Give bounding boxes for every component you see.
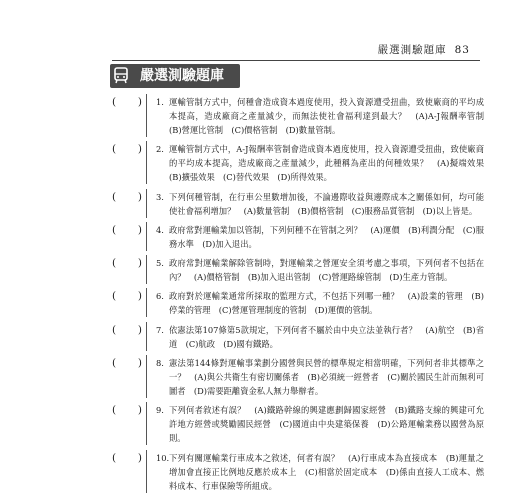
- question-body: [156, 189, 484, 218]
- answer-paren-open: (: [112, 451, 117, 464]
- answer-blank[interactable]: [112, 322, 142, 337]
- question-text: 政府常對運輸業加以管制，下列何種不在管制之列？ (A)運價 (B)利潤分配 (C)服務水準 (D)加入退出。: [169, 224, 484, 249]
- question-list: [112, 94, 493, 493]
- question-divider: [146, 450, 156, 493]
- running-head: [378, 42, 470, 57]
- question-number: 6.: [156, 291, 164, 302]
- answer-paren-open: (: [112, 223, 117, 236]
- answer-paren-close: ): [137, 143, 142, 156]
- question-number: 3.: [156, 191, 164, 202]
- question-text: 下列何者敘述有誤？ (A)鐵路幹線的興建應劃歸國家經營 (B)鐵路支線的興建可允許地方經營或獎勵國民經營 (C)國道由中央建築保養 (D)公路運輸業務以國營為原則。: [169, 405, 484, 444]
- answer-paren-open: (: [112, 357, 117, 370]
- answer-blank[interactable]: [112, 402, 142, 417]
- answer-paren-open: (: [112, 404, 117, 417]
- question-text: 依憲法第107條第5款規定，下列何者不屬於由中央立法並執行者？ (A)航空 (B)省道 (C)航政 (D)國有鐵路。: [169, 324, 484, 349]
- question-item: [112, 288, 484, 317]
- question-number: 10.: [156, 452, 170, 463]
- question-item: [112, 94, 493, 137]
- question-body: [156, 450, 484, 493]
- answer-blank[interactable]: [112, 355, 142, 370]
- question-item: [112, 450, 484, 493]
- question-text: 運輸管制方式中，何種會造成資本過度使用，投入資源遭受扭曲，致使廠商的平均成本提高，造成廠商之產量減少，而無法使社會福利達到最大？ (A)A-J報酬率管制 (B)營運比管制 (C)價格管制 (D)數量管制。: [169, 97, 493, 135]
- answer-paren-close: ): [137, 257, 142, 270]
- question-number: 8.: [156, 358, 164, 369]
- answer-paren-close: ): [137, 404, 142, 417]
- question-text: 運輸管制方式中，A-J報酬率管制會造成資本過度使用，投入資源遭受扭曲，致使廠商的平均成本提高，造成廠商之產量減少，此種稱為產出的何種效果？ (A)擬端效果 (B)擴張效果 (C)替代效果 (D)所得效果。: [169, 144, 493, 183]
- section-title: 嚴選測驗題庫: [140, 68, 224, 84]
- question-body: [156, 322, 484, 351]
- answer-blank[interactable]: [112, 450, 142, 465]
- question-item: [112, 402, 484, 445]
- answer-blank[interactable]: [112, 141, 142, 156]
- question-text: 憲法第144條對運輸事業劃分國營與民營的標準規定相當明確，下列何者非其標準之一？ (A)與公共衛生有密切關係者 (B)必須統一經營者 (C)關於國民生計而無利可圖者 (D)需要距離資金私人無力舉辦者。: [169, 358, 484, 397]
- answer-paren-close: ): [137, 290, 142, 303]
- answer-paren-open: (: [112, 96, 117, 108]
- answer-paren-close: ): [137, 357, 142, 370]
- answer-blank[interactable]: [112, 94, 142, 109]
- question-text: 下列何種管制，在行車公里數增加後，不論邊際收益與邊際成本之關係如何，均可能使社會福利增加？ (A)數量管制 (B)價格管制 (C)服務品質管制 (D)以上皆是。: [169, 191, 484, 216]
- bus-icon: [112, 66, 130, 86]
- question-divider: [146, 94, 156, 137]
- question-divider: [146, 141, 156, 184]
- question-item: [112, 355, 484, 398]
- question-divider: [146, 402, 156, 445]
- answer-blank[interactable]: [112, 222, 142, 237]
- question-number: 4.: [156, 224, 164, 235]
- question-divider: [146, 189, 156, 218]
- answer-blank[interactable]: [112, 288, 142, 303]
- running-head-title: 嚴選測驗題庫: [377, 44, 447, 56]
- question-item: [112, 322, 484, 351]
- question-body: [156, 94, 493, 137]
- question-body: [156, 255, 484, 284]
- question-divider: [146, 355, 156, 398]
- question-body: [156, 222, 484, 251]
- question-item: [112, 141, 493, 184]
- answer-paren-close: ): [137, 451, 142, 464]
- question-text: 政府常對運輸業解除管制時，對運輸業之營運安全須考慮之事項，下列何者不包括在內？ (A)價格管制 (B)加入退出管制 (C)營運路線管制 (D)生產力管制。: [169, 258, 484, 283]
- question-text: 下列有關運輸業行車成本之敘述，何者有誤？ (A)行車成本為直接成本 (B)運量之增加會直接正比例地反應於成本上 (C)相當於固定成本 (D)係由直接人工成本、燃料成本、行車保險等所組成。: [169, 452, 484, 491]
- answer-paren-close: ): [137, 96, 142, 108]
- question-divider: [146, 222, 156, 251]
- header-rule: [112, 60, 480, 61]
- question-divider: [146, 322, 156, 351]
- answer-paren-close: ): [137, 223, 142, 236]
- answer-paren-close: ): [137, 323, 142, 336]
- question-item: [112, 255, 484, 284]
- question-item: [112, 189, 484, 218]
- question-body: [156, 141, 493, 184]
- page-number: 83: [454, 44, 470, 56]
- question-body: [156, 355, 484, 398]
- answer-paren-open: (: [112, 323, 117, 336]
- question-number: 1.: [156, 97, 164, 107]
- answer-blank[interactable]: [112, 255, 142, 270]
- question-text: 政府對於運輸業通常所採取的監理方式，不包括下列哪一種？ (A)設業的管理 (B)停業的管理 (C)營運管理制度的管制 (D)運價的管制。: [169, 291, 484, 316]
- answer-paren-open: (: [112, 190, 117, 203]
- answer-blank[interactable]: [112, 189, 142, 204]
- question-number: 9.: [156, 405, 164, 416]
- answer-paren-close: ): [137, 190, 142, 203]
- question-body: [156, 288, 484, 317]
- question-number: 5.: [156, 258, 164, 269]
- question-divider: [146, 255, 156, 284]
- question-number: 2.: [156, 144, 164, 155]
- answer-paren-open: (: [112, 143, 117, 156]
- question-item: [112, 222, 484, 251]
- question-body: [156, 402, 484, 445]
- question-divider: [146, 288, 156, 317]
- question-number: 7.: [156, 324, 164, 335]
- answer-paren-open: (: [112, 257, 117, 270]
- answer-paren-open: (: [112, 290, 117, 303]
